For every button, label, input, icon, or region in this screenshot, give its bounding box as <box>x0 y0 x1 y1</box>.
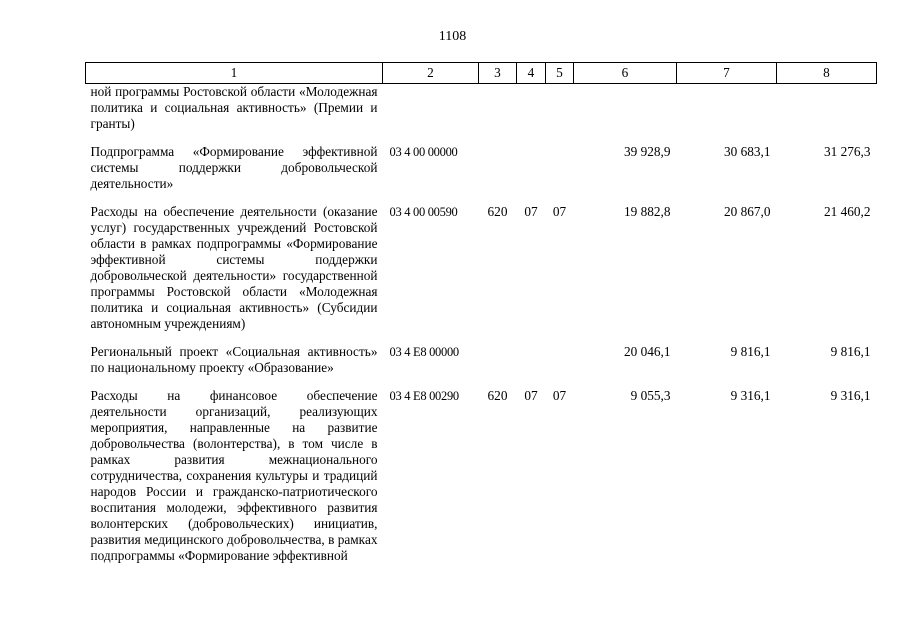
page-number: 1108 <box>438 29 467 44</box>
table-row <box>86 204 877 344</box>
row-value-3: 9 316,1 <box>830 388 871 403</box>
budget-table <box>85 62 877 564</box>
row-rz <box>517 344 546 388</box>
row-rz <box>517 144 546 204</box>
column-header-2: 2 <box>383 63 479 84</box>
row-value-2: 20 867,0 <box>723 204 771 219</box>
row-name: Подпрограмма «Формирование эффективной системы поддержки добровольческой деятельности» <box>90 144 378 191</box>
row-name: ной программы Ростовской области «Молодежная политика и социальная активность» (Премии и гранты) <box>90 84 378 131</box>
row-value-1: 19 882,8 <box>623 204 671 219</box>
column-header-8: 8 <box>777 63 877 84</box>
row-pr: 07 <box>552 388 567 403</box>
row-rz <box>517 84 546 145</box>
row-value-2: 30 683,1 <box>723 144 771 159</box>
row-name: Региональный проект «Социальная активность» по национальному проекту «Образование» <box>90 344 378 375</box>
table-row <box>86 388 877 564</box>
row-vr <box>479 344 517 388</box>
column-header-5: 5 <box>546 63 574 84</box>
column-header-6: 6 <box>574 63 677 84</box>
row-value-2: 9 816,1 <box>730 344 771 359</box>
table-row <box>86 144 877 204</box>
column-header-3: 3 <box>479 63 517 84</box>
row-value-1: 39 928,9 <box>623 144 671 159</box>
row-code: 03 4 00 00590 <box>389 205 458 219</box>
row-code: 03 4 E8 00000 <box>389 345 459 359</box>
row-name: Расходы на обеспечение деятельности (оказание услуг) государственных учреждений Ростовской области в рамках подпрограммы «Формирование эффективной системы поддержки добровольческой деятельности» государственной программы Ростовской области «Молодежная политика и социальная активность» (Субсидии автономным учреждениям) <box>90 204 378 331</box>
row-vr: 620 <box>487 204 508 219</box>
column-header-7: 7 <box>677 63 777 84</box>
row-value-3: 21 460,2 <box>823 204 871 219</box>
row-pr <box>546 344 574 388</box>
column-header-4: 4 <box>517 63 546 84</box>
row-code: 03 4 E8 00290 <box>389 389 459 403</box>
row-value-3: 9 816,1 <box>830 344 871 359</box>
row-code <box>383 84 479 145</box>
table-header <box>86 63 877 84</box>
row-value-2 <box>677 84 777 145</box>
table-row <box>86 344 877 388</box>
row-rz: 07 <box>524 204 538 219</box>
row-value-1: 9 055,3 <box>630 388 671 403</box>
row-pr <box>546 144 574 204</box>
row-name: Расходы на финансовое обеспечение деятельности организаций, реализующих мероприятия, направленные на развитие добровольчества (волонтерства), в том числе в рамках развития межнационального сотрудничества, сохранения культуры и традиций народов России и гражданско-патриотического воспитания молодежи, эффективного развития волонтерских (добровольческих) инициатив, развития медицинского добровольчества, в рамках подпрограммы «Формирование эффективной <box>90 388 378 563</box>
column-header-1: 1 <box>86 63 383 84</box>
row-code: 03 4 00 00000 <box>389 145 458 159</box>
row-value-1: 20 046,1 <box>623 344 671 359</box>
row-rz: 07 <box>524 388 538 403</box>
row-vr <box>479 84 517 145</box>
row-pr: 07 <box>552 204 567 219</box>
row-vr <box>479 144 517 204</box>
row-vr: 620 <box>487 388 508 403</box>
row-value-3: 31 276,3 <box>823 144 871 159</box>
row-value-3 <box>777 84 877 145</box>
row-pr <box>546 84 574 145</box>
table-row <box>86 84 877 145</box>
row-value-2: 9 316,1 <box>730 388 771 403</box>
row-value-1 <box>574 84 677 145</box>
